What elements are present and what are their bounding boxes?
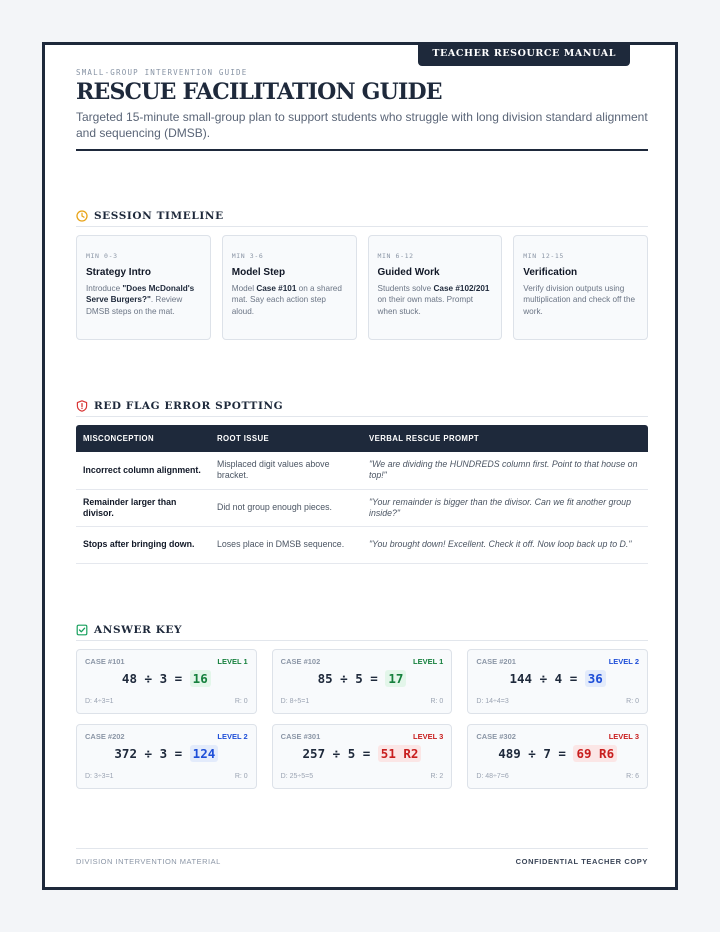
quotient-answer: 69 R6 <box>573 745 617 762</box>
level-badge: LEVEL 1 <box>413 657 444 666</box>
timeline-step <box>368 235 503 340</box>
case-id: CASE #201 <box>476 657 516 666</box>
case-id: CASE #101 <box>85 657 125 666</box>
equals-sign: = <box>562 671 585 686</box>
table-row <box>76 526 648 563</box>
rescue-prompt-cell: "You brought down! Excellent. Check it off. Now loop back up to D." <box>362 526 648 563</box>
divisor: 4 <box>554 671 563 686</box>
step-minutes: MIN 3-6 <box>231 252 264 260</box>
divide-note: D: 3÷3=1 <box>85 773 114 780</box>
divide-sign: ÷ <box>136 671 160 686</box>
divide-sign: ÷ <box>325 746 348 761</box>
root-issue-cell: Did not group enough pieces. <box>210 489 362 526</box>
checkbox-check-icon <box>76 624 88 636</box>
clock-icon <box>76 210 88 222</box>
divisor: 5 <box>355 671 363 686</box>
answer-card <box>467 649 648 714</box>
equals-sign: = <box>167 671 190 686</box>
header-divider <box>76 149 648 151</box>
dividend: 144 <box>509 671 533 686</box>
quotient-answer: 51 R2 <box>378 745 422 762</box>
division-equation <box>468 746 647 761</box>
table-row <box>76 489 648 526</box>
divisor: 7 <box>543 746 551 761</box>
table-row <box>76 452 648 489</box>
eyebrow: SMALL-GROUP INTERVENTION GUIDE <box>76 68 248 77</box>
remainder-note: R: 0 <box>234 773 248 780</box>
case-id: CASE #301 <box>280 732 321 741</box>
misconception-cell: Incorrect column alignment. <box>76 452 210 489</box>
divide-note: D: 25÷5=5 <box>280 773 314 780</box>
table-header-row <box>76 425 648 452</box>
divide-sign: ÷ <box>520 746 544 761</box>
step-description: Introduce "Does McDonald's Serve Burgers?". Review DMSB steps on the mat. <box>86 284 195 316</box>
divide-sign: ÷ <box>136 746 160 761</box>
divide-note: D: 14÷4=3 <box>476 698 509 705</box>
divide-note: D: 48÷7=6 <box>476 773 509 780</box>
quotient-answer: 124 <box>190 745 219 762</box>
case-id: CASE #302 <box>476 732 516 741</box>
equals-sign: = <box>550 746 574 761</box>
column-header: ROOT ISSUE <box>210 425 362 452</box>
step-description: Students solve Case #102/201 on their own mats. Prompt when stuck. <box>377 284 490 316</box>
timeline-step <box>76 235 211 340</box>
answer-card <box>76 649 257 714</box>
rescue-prompt-cell: "Your remainder is bigger than the divisor. Can we fit another group inside?" <box>362 489 648 526</box>
division-equation <box>468 671 647 686</box>
rescue-prompt-cell: "We are dividing the HUNDREDS column first. Point to that house on top!" <box>362 452 648 489</box>
level-badge: LEVEL 2 <box>608 657 639 666</box>
column-header: VERBAL RESCUE PROMPT <box>362 425 648 452</box>
divide-note: D: 8÷5=1 <box>280 698 310 705</box>
answer-card <box>76 724 257 789</box>
answer-card <box>272 649 453 714</box>
red-flag-heading: RED FLAG ERROR SPOTTING <box>94 400 284 412</box>
footer-left-text: DIVISION INTERVENTION MATERIAL <box>76 857 221 866</box>
page-frame <box>42 42 678 890</box>
division-equation <box>273 746 452 761</box>
root-issue-cell: Misplaced digit values above bracket. <box>210 452 362 489</box>
division-equation <box>273 671 452 686</box>
remainder-note: R: 0 <box>430 698 444 705</box>
timeline-section-header <box>76 209 648 227</box>
timeline-heading: SESSION TIMELINE <box>94 210 224 222</box>
step-minutes: MIN 12-15 <box>523 252 564 260</box>
step-name: Verification <box>523 267 578 278</box>
level-badge: LEVEL 2 <box>217 732 248 741</box>
level-badge: LEVEL 3 <box>608 732 639 741</box>
step-description: Model Case #101 on a shared mat. Say each action step aloud. <box>231 284 342 316</box>
timeline-step <box>222 235 357 340</box>
level-badge: LEVEL 3 <box>413 732 444 741</box>
dividend: 85 <box>317 671 333 686</box>
step-minutes: MIN 6-12 <box>377 252 414 260</box>
root-issue-cell: Loses place in DMSB sequence. <box>210 526 362 563</box>
answer-key-grid <box>76 649 648 789</box>
remainder-note: R: 0 <box>234 698 248 705</box>
red-flag-section-header <box>76 399 648 417</box>
divisor: 3 <box>159 746 168 761</box>
resource-tab: TEACHER RESOURCE MANUAL <box>418 42 630 66</box>
division-equation <box>77 746 256 761</box>
answer-key-section-header <box>76 623 648 641</box>
quotient-answer: 16 <box>190 670 211 687</box>
column-header: MISCONCEPTION <box>76 425 210 452</box>
equals-sign: = <box>355 746 378 761</box>
remainder-note: R: 2 <box>430 773 444 780</box>
dividend: 489 <box>498 746 521 761</box>
footer-divider <box>76 848 648 849</box>
page-subtitle: Targeted 15-minute small-group plan to support students who struggle with long division standard alignment and sequencing (DMSB). <box>76 110 648 140</box>
misconception-cell: Stops after bringing down. <box>76 526 210 563</box>
remainder-note: R: 6 <box>626 773 639 780</box>
divide-sign: ÷ <box>332 671 356 686</box>
dividend: 372 <box>114 746 137 761</box>
case-id: CASE #202 <box>85 732 125 741</box>
step-name: Strategy Intro <box>86 267 152 278</box>
timeline-step <box>513 235 648 340</box>
page-title: RESCUE FACILITATION GUIDE <box>76 79 442 105</box>
quotient-answer: 36 <box>585 670 606 687</box>
case-id: CASE #102 <box>280 657 321 666</box>
dividend: 257 <box>302 746 326 761</box>
remainder-note: R: 0 <box>626 698 639 705</box>
step-name: Model Step <box>231 267 286 278</box>
footer-right-text: CONFIDENTIAL TEACHER COPY <box>515 857 648 866</box>
divide-note: D: 4÷3=1 <box>85 698 114 705</box>
answer-card <box>272 724 453 789</box>
divisor: 3 <box>159 671 168 686</box>
red-flag-table <box>76 425 648 564</box>
session-timeline <box>76 235 648 340</box>
level-badge: LEVEL 1 <box>217 657 248 666</box>
step-minutes: MIN 0-3 <box>86 252 118 260</box>
answer-key-heading: ANSWER KEY <box>94 624 183 636</box>
divisor: 5 <box>347 746 356 761</box>
shield-alert-icon <box>76 400 88 412</box>
divide-sign: ÷ <box>532 671 555 686</box>
division-equation <box>77 671 256 686</box>
misconception-cell: Remainder larger than divisor. <box>76 489 210 526</box>
equals-sign: = <box>362 671 386 686</box>
equals-sign: = <box>167 746 190 761</box>
step-description: Verify division outputs using multiplication and check off the work. <box>523 284 636 316</box>
step-name: Guided Work <box>377 267 440 278</box>
dividend: 48 <box>121 671 137 686</box>
answer-card <box>467 724 648 789</box>
quotient-answer: 17 <box>385 670 406 687</box>
